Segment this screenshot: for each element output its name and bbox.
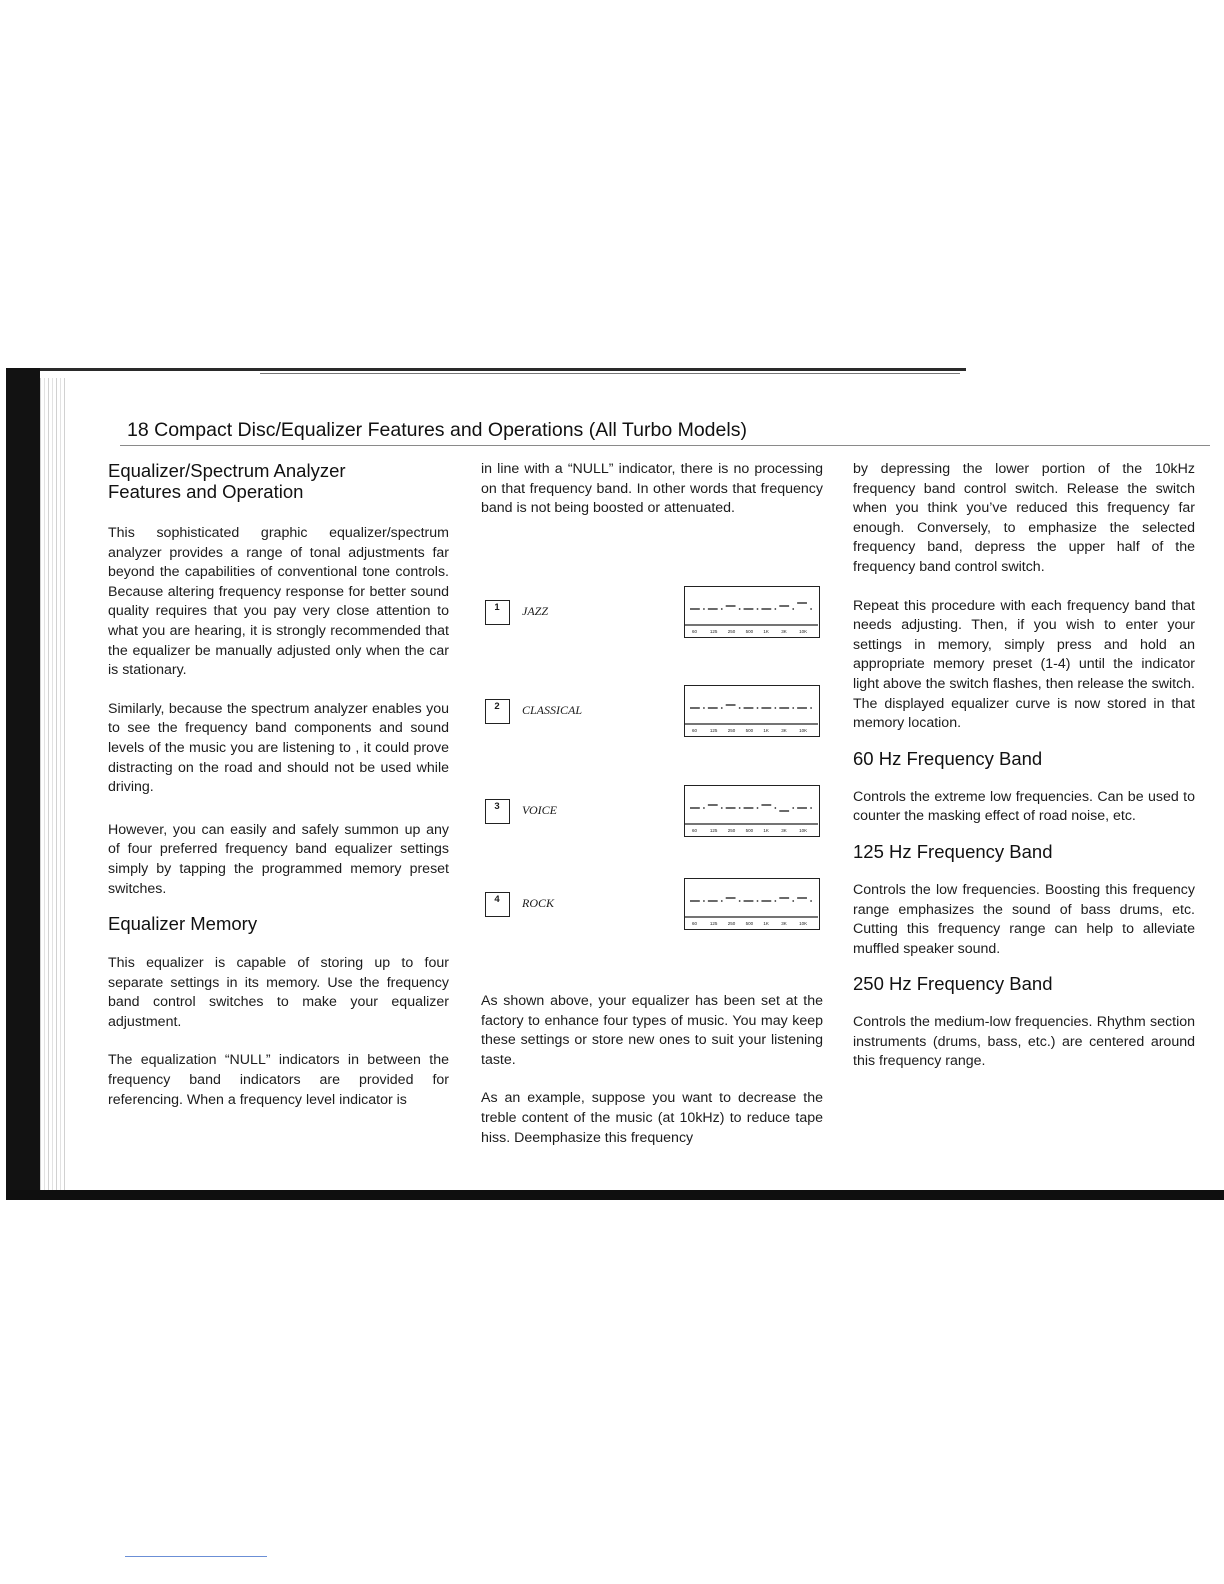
eq-null-indicator	[757, 707, 759, 709]
paragraph-null-inline: in line with a “NULL” indicator, there is no processing on that frequency band. In other words that frequency band is not being boosted or attenuated.	[481, 461, 823, 517]
eq-null-indicator	[792, 807, 794, 809]
paragraph-sophisticated: This sophisticated graphic equalizer/spectrum analyzer provides a range of tonal adjustments far beyond the capabilities of conventional tone controls. Because altering frequency response for better sound quality requires that you pay very close attention to what you are hearing, it is strongly recommended that the equalizer be manually adjusted only when the car is stationary.	[108, 525, 449, 679]
eq-null-indicator	[721, 608, 723, 610]
paragraph-similarly: Similarly, because the spectrum analyzer enables you to see the frequency band components and sound levels of the music you are listening to , it could prove distracting on the road and should not be used while driving.	[108, 700, 449, 796]
paragraph-null-indicators: The equalization “NULL” indicators in between the frequency band indicators are provided for referencing. When a frequency level indicator is	[108, 1052, 449, 1108]
eq-frequency-tick: 60	[692, 728, 698, 733]
eq-null-indicator	[774, 900, 776, 902]
preset-row-4	[485, 892, 823, 952]
heading-125hz: 125 Hz Frequency Band	[853, 840, 1053, 862]
eq-null-indicator	[810, 608, 812, 610]
preset-label: JAZZ	[522, 604, 549, 618]
preset-row-2	[485, 699, 823, 759]
eq-null-indicator	[810, 900, 812, 902]
eq-null-indicator	[739, 900, 741, 902]
eq-frequency-tick: 250	[727, 728, 736, 733]
preset-number: 3	[494, 801, 500, 812]
eq-null-indicator	[703, 608, 705, 610]
heading-equalizer-spectrum: Equalizer/Spectrum Analyzer Features and Operation	[108, 460, 346, 502]
paragraph-however: However, you can easily and safely summon up any of four preferred frequency band equalizer settings simply by tapping the programmed memory preset switches.	[108, 821, 449, 897]
heading-250hz: 250 Hz Frequency Band	[853, 973, 1053, 995]
eq-frequency-tick: 1K	[763, 828, 769, 833]
eq-null-indicator	[792, 608, 794, 610]
eq-frequency-tick: 3K	[781, 921, 787, 926]
eq-frequency-tick: 1K	[763, 728, 769, 733]
preset-row-3	[485, 799, 823, 859]
preset-label: ROCK	[522, 896, 555, 910]
paragraph-example: As an example, suppose you want to decrease the treble content of the music (at 10kHz) to reduce tape hiss. Deemphasize this frequency	[481, 1090, 823, 1146]
eq-frequency-tick: 3K	[781, 629, 787, 634]
top-scan-rule-secondary	[260, 373, 960, 374]
eq-frequency-tick: 1K	[763, 921, 769, 926]
eq-null-indicator	[703, 900, 705, 902]
column-2	[481, 460, 823, 519]
eq-display	[684, 878, 820, 930]
eq-null-indicator	[757, 608, 759, 610]
eq-null-indicator	[721, 707, 723, 709]
preset-label: CLASSICAL	[522, 703, 583, 717]
preset-row-1	[485, 600, 823, 660]
preset-2-button[interactable]	[485, 699, 510, 724]
eq-frequency-tick: 125	[709, 728, 718, 733]
eq-frequency-tick: 125	[709, 629, 718, 634]
preset-4-button[interactable]	[485, 892, 510, 917]
column-1	[108, 460, 449, 1110]
eq-frequency-tick: 250	[727, 629, 736, 634]
eq-frequency-tick: 500	[745, 921, 754, 926]
eq-display	[684, 586, 820, 638]
page-header-title: 18 Compact Disc/Equalizer Features and Operations (All Turbo Models)	[127, 419, 747, 441]
eq-null-indicator	[792, 900, 794, 902]
column-2-lower	[481, 992, 823, 1148]
preset-1-button[interactable]	[485, 600, 510, 625]
eq-frequency-tick: 60	[692, 629, 698, 634]
column-3	[853, 460, 1195, 1072]
eq-null-indicator	[757, 807, 759, 809]
preset-3-button[interactable]	[485, 799, 510, 824]
eq-null-indicator	[757, 900, 759, 902]
eq-frequency-tick: 3K	[781, 728, 787, 733]
eq-display	[684, 685, 820, 737]
eq-null-indicator	[703, 707, 705, 709]
preset-number: 2	[494, 701, 500, 712]
eq-frequency-tick: 10K	[799, 921, 808, 926]
paragraph-repeat: Repeat this procedure with each frequency band that needs adjusting. Then, if you wish to enter your settings in memory, simply press and hold an appropriate memory preset (1-4) until the indicator light above the switch flashes, then release the switch. The displayed equalizer curve is now stored in that memory location.	[853, 597, 1195, 732]
eq-frequency-tick: 10K	[799, 828, 808, 833]
left-binding-shadow	[6, 368, 40, 1200]
header-divider	[120, 445, 1210, 446]
eq-frequency-tick: 500	[745, 728, 754, 733]
eq-frequency-tick: 10K	[799, 629, 808, 634]
top-scan-rule	[6, 368, 966, 371]
eq-frequency-tick: 10K	[799, 728, 808, 733]
paragraph-250hz: Controls the medium-low frequencies. Rhythm section instruments (drums, bass, etc.) are centered around this frequency range.	[853, 1014, 1195, 1070]
left-binding-texture	[40, 378, 66, 1190]
eq-frequency-tick: 500	[745, 828, 754, 833]
eq-frequency-tick: 250	[727, 828, 736, 833]
eq-curve	[685, 879, 818, 928]
eq-null-indicator	[810, 807, 812, 809]
eq-frequency-tick: 125	[709, 828, 718, 833]
eq-null-indicator	[774, 807, 776, 809]
eq-null-indicator	[792, 707, 794, 709]
preset-label: VOICE	[522, 803, 557, 817]
eq-curve	[685, 786, 818, 835]
eq-null-indicator	[810, 707, 812, 709]
eq-null-indicator	[739, 707, 741, 709]
eq-display	[684, 785, 820, 837]
eq-null-indicator	[739, 807, 741, 809]
heading-60hz: 60 Hz Frequency Band	[853, 747, 1043, 769]
eq-null-indicator	[774, 608, 776, 610]
paragraph-60hz: Controls the extreme low frequencies. Can be used to counter the masking effect of road noise, etc.	[853, 788, 1195, 825]
eq-frequency-tick: 250	[727, 921, 736, 926]
eq-curve	[685, 686, 818, 735]
eq-frequency-tick: 60	[692, 921, 698, 926]
eq-curve	[685, 587, 818, 636]
eq-frequency-tick: 125	[709, 921, 718, 926]
preset-number: 1	[494, 602, 500, 613]
eq-null-indicator	[721, 807, 723, 809]
eq-frequency-tick: 1K	[763, 629, 769, 634]
paragraph-125hz: Controls the low frequencies. Boosting this frequency range emphasizes the sound of bass drums, etc. Cutting this frequency range can help to alleviate muffled speaker sound.	[853, 881, 1195, 957]
paragraph-depressing: by depressing the lower portion of the 10kHz frequency band control switch. Release the switch when you think you’ve reduced this frequency far enough. Conversely, to emphasize the selected frequency band, depress the upper half of the frequency band control switch.	[853, 461, 1195, 575]
eq-frequency-tick: 500	[745, 629, 754, 634]
eq-null-indicator	[703, 807, 705, 809]
heading-equalizer-memory: Equalizer Memory	[108, 913, 258, 935]
footer-line	[125, 1556, 267, 1557]
bottom-scan-band	[6, 1190, 1224, 1200]
paragraph-shown-above: As shown above, your equalizer has been set at the factory to enhance four types of music. You may keep these settings or store new ones to suit your listening taste.	[481, 993, 823, 1068]
eq-frequency-tick: 60	[692, 828, 698, 833]
eq-frequency-tick: 3K	[781, 828, 787, 833]
preset-number: 4	[494, 894, 500, 905]
eq-null-indicator	[721, 900, 723, 902]
paragraph-memory: This equalizer is capable of storing up to four separate settings in its memory. Use the frequency band control switches to make your equalizer adjustment.	[108, 955, 449, 1030]
eq-null-indicator	[739, 608, 741, 610]
eq-null-indicator	[774, 707, 776, 709]
